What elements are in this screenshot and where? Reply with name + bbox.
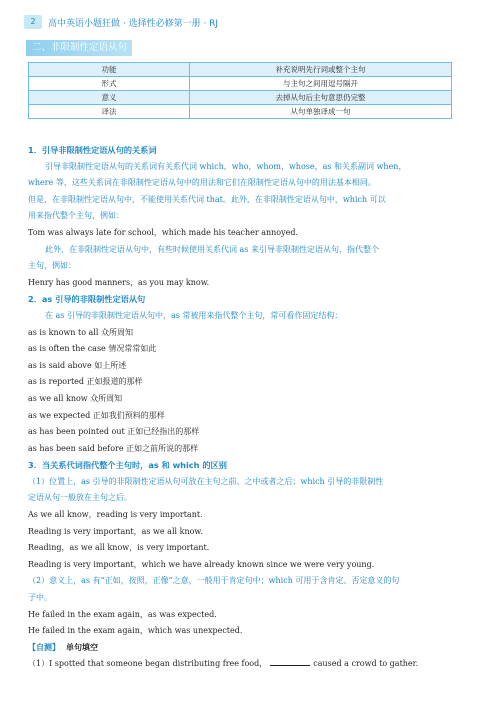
summary-key: 形式 — [29, 77, 190, 91]
example-sentence: as is said above 如上所述 — [28, 360, 127, 370]
example-sentence: as has been pointed out 正如已经指出的那样 — [28, 427, 200, 437]
self-test-heading — [28, 640, 454, 657]
subsection-heading: 1．引导非限制性定语从句的关系词 — [28, 145, 157, 155]
example-sentence: as is known to all 众所周知 — [28, 327, 133, 337]
subsection-heading: 2．as 引导的非限制性定语从句 — [28, 294, 146, 305]
explanation-line: （2）意义上，as 有“正如，按照，正像”之意，一般用于肯定句中；which 可用于含肯定、否定意义的句 — [28, 576, 400, 586]
explanation-line: 定语从句一般放在主句之后。 — [28, 493, 132, 503]
self-test-tag: 【自测】 — [28, 642, 60, 652]
page-header — [24, 14, 218, 30]
example-sentence: as has been said before 正如之前所说的那样 — [28, 443, 199, 453]
content-body — [28, 142, 454, 673]
explanation-line: 在 as 引导的非限制性定语从句中，as 常被用来指代整个主句，常可看作固定结构： — [45, 310, 343, 320]
example-sentence: Henry has good manners，as you may know. — [28, 277, 210, 287]
explanation-line: （1）位置上，as 引导的非限制性定语从句可放在主句之前、之中或者之后；which 引导的非限制性 — [28, 476, 384, 486]
question-1-tail: caused a crowd to gather. — [313, 659, 419, 669]
answer-blank[interactable] — [270, 656, 310, 666]
example-sentence: as we expected 正如我们预料的那样 — [28, 410, 165, 420]
example-sentence: Reading，as we all know，is very important. — [28, 543, 210, 553]
summary-row — [29, 63, 452, 77]
summary-key: 译法 — [29, 105, 190, 119]
example-sentence: He failed in the exam again，as was expected. — [28, 609, 217, 619]
summary-value: 去掉从句后主句意思仍完整 — [190, 91, 452, 105]
summary-row — [29, 77, 452, 91]
summary-key: 功能 — [29, 63, 190, 77]
explanation-line: where 等，这些关系词在非限制性定语从句中的用法和它们在限制性定语从句中的用法基本相同。 — [28, 178, 376, 188]
example-sentence: He failed in the exam again，which was unexpected. — [28, 626, 243, 636]
question-1 — [28, 656, 454, 673]
self-test-title: 单句填空 — [66, 642, 98, 652]
explanation-line: 用来指代整个主句，例如： — [28, 211, 124, 221]
example-sentence: as is often the case 情况常常如此 — [28, 344, 157, 354]
page-number: 2 — [24, 15, 42, 29]
explanation-line: 主句，例如： — [28, 261, 76, 271]
question-1-stem: （1）I spotted that someone began distributing free food， — [28, 659, 268, 669]
example-sentence: as is reported 正如报道的那样 — [28, 377, 143, 387]
summary-row — [29, 105, 452, 119]
subsection-heading: 3．当关系代词指代整个主句时，as 和 which 的区别 — [28, 460, 227, 471]
summary-row — [29, 91, 452, 105]
explanation-line: 此外，在非限制性定语从句中，有些时候使用关系代词 as 来引导非限制性定语从句，指代整个 — [45, 244, 379, 254]
example-sentence: Reading is very important，which we have already known since we were very young. — [28, 559, 375, 569]
explanation-line: 子中。 — [28, 593, 52, 603]
explanation-line: 引导非限制性定语从句的关系词有关系代词 which，who，whom，whose，as 和关系副词 when， — [45, 161, 407, 171]
summary-value: 与主句之间用逗号隔开 — [190, 77, 452, 91]
example-sentence: As we all know，reading is very important. — [28, 510, 203, 520]
explanation-line: 但是，在非限制性定语从句中，不能使用关系代词 that。此外，在非限制性定语从句中，which 可以 — [28, 194, 386, 204]
summary-table — [28, 62, 452, 119]
example-sentence: Tom was always late for school，which made his teacher annoyed. — [28, 227, 299, 237]
section-title: 二、非限制性定语从句 — [26, 40, 132, 56]
summary-key: 意义 — [29, 91, 190, 105]
book-title: 高中英语小题狂做 · 选择性必修第一册 · RJ — [48, 18, 219, 29]
summary-value: 补充说明先行词或整个主句 — [190, 63, 452, 77]
example-sentence: as we all know 众所周知 — [28, 393, 123, 403]
summary-value: 从句单独译成一句 — [190, 105, 452, 119]
example-sentence: Reading is very important，as we all know. — [28, 526, 203, 536]
